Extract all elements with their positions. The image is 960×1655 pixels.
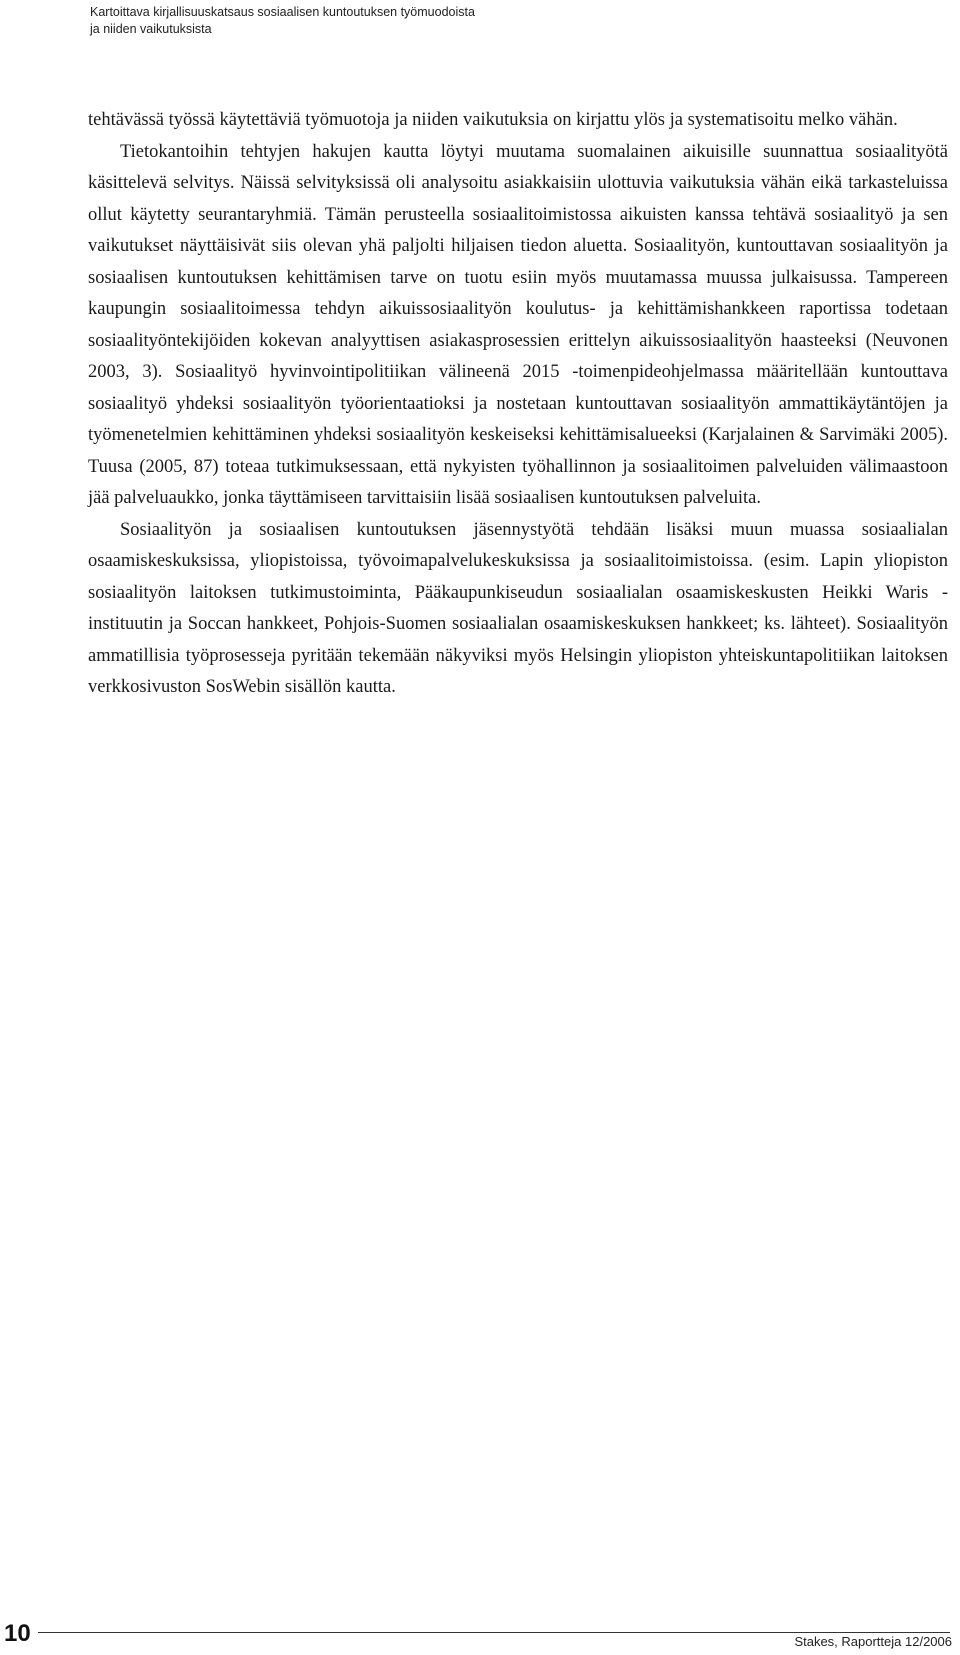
paragraph-3: Sosiaalityön ja sosiaalisen kuntoutuksen jäsennystyötä tehdään lisäksi muun muassa sosiaalialan osaamiskeskuksissa, yliopistoissa, työvoimapalvelukeskuksissa ja sosiaalitoimistoissa. (esim. Lapin yliopiston sosiaalityön laitoksen tutkimustoiminta, Pääkaupunkiseudun sosiaalialan osaamiskeskusten Heikki Waris -instituutin ja Soccan hankkeet, Pohjois-Suomen sosiaalialan osaamiskeskuksen hankkeet; ks. lähteet). Sosiaalityön ammatillisia työprosesseja pyritään tekemään näkyviksi myös Helsingin yliopiston yhteiskuntapolitiikan laitoksen verkkosivuston SosWebin sisällön kautta. — [88, 519, 948, 697]
page-footer — [0, 1618, 960, 1655]
footer-rule — [38, 1632, 950, 1633]
paragraph-1: tehtävässä työssä käytettäviä työmuotoja ja niiden vaikutuksia on kirjattu ylös ja systematisoitu melko vähän. — [88, 110, 898, 130]
running-header-line-2: ja niiden vaikutuksista — [90, 22, 212, 36]
footer-source: Stakes, Raportteja 12/2006 — [794, 1634, 952, 1649]
running-header-line-1: Kartoittava kirjallisuuskatsaus sosiaalisen kuntoutuksen työmuodoista — [90, 5, 475, 19]
body-text — [88, 105, 948, 704]
paragraph-2: Tietokantoihin tehtyjen hakujen kautta löytyi muutama suomalainen aikuisille suunnattua sosiaalityötä käsittelevä selvitys. Näissä selvityksissä oli analysoitu asiakkaisiin ulottuvia vaikutuksia vähän eikä tarkasteluissa ollut käytetty seurantaryhmiä. Tämän perusteella sosiaalitoimistossa aikuisten kanssa tehtävä sosiaalityö ja sen vaikutukset näyttäisivät siis olevan yhä paljolti hiljaisen tiedon aluetta. Sosiaalityön, kuntouttavan sosiaalityön ja sosiaalisen kuntoutuksen kehittämisen tarve on tuotu esiin myös muutamassa muussa julkaisussa. Tampereen kaupungin sosiaalitoimessa tehdyn aikuissosiaalityön koulutus- ja kehittämishankkeen raportissa todetaan sosiaalityöntekijöiden kokevan analyyttisen asiakasprosessien erittelyn aikuissosiaalityön haasteeksi (Neuvonen 2003, 3). Sosiaalityö hyvinvointipolitiikan välineenä 2015 -toimenpideohjelmassa määritellään kuntouttava sosiaalityö yhdeksi sosiaalityön työorientaatioksi ja nostetaan kuntouttavan sosiaalityön ammattikäytäntöjen ja työmenetelmien kehittäminen yhdeksi sosiaalityön keskeiseksi kehittämisalueeksi (Karjalainen & Sarvimäki 2005). Tuusa (2005, 87) toteaa tutkimuksessaan, että nykyisten työhallinnon ja sosiaalitoimen palveluiden välimaastoon jää palveluaukko, jonka täyttämiseen tarvittaisiin lisää sosiaalisen kuntoutuksen palveluita. — [88, 141, 948, 508]
running-header — [90, 4, 475, 38]
page-number: 10 — [4, 1620, 31, 1647]
